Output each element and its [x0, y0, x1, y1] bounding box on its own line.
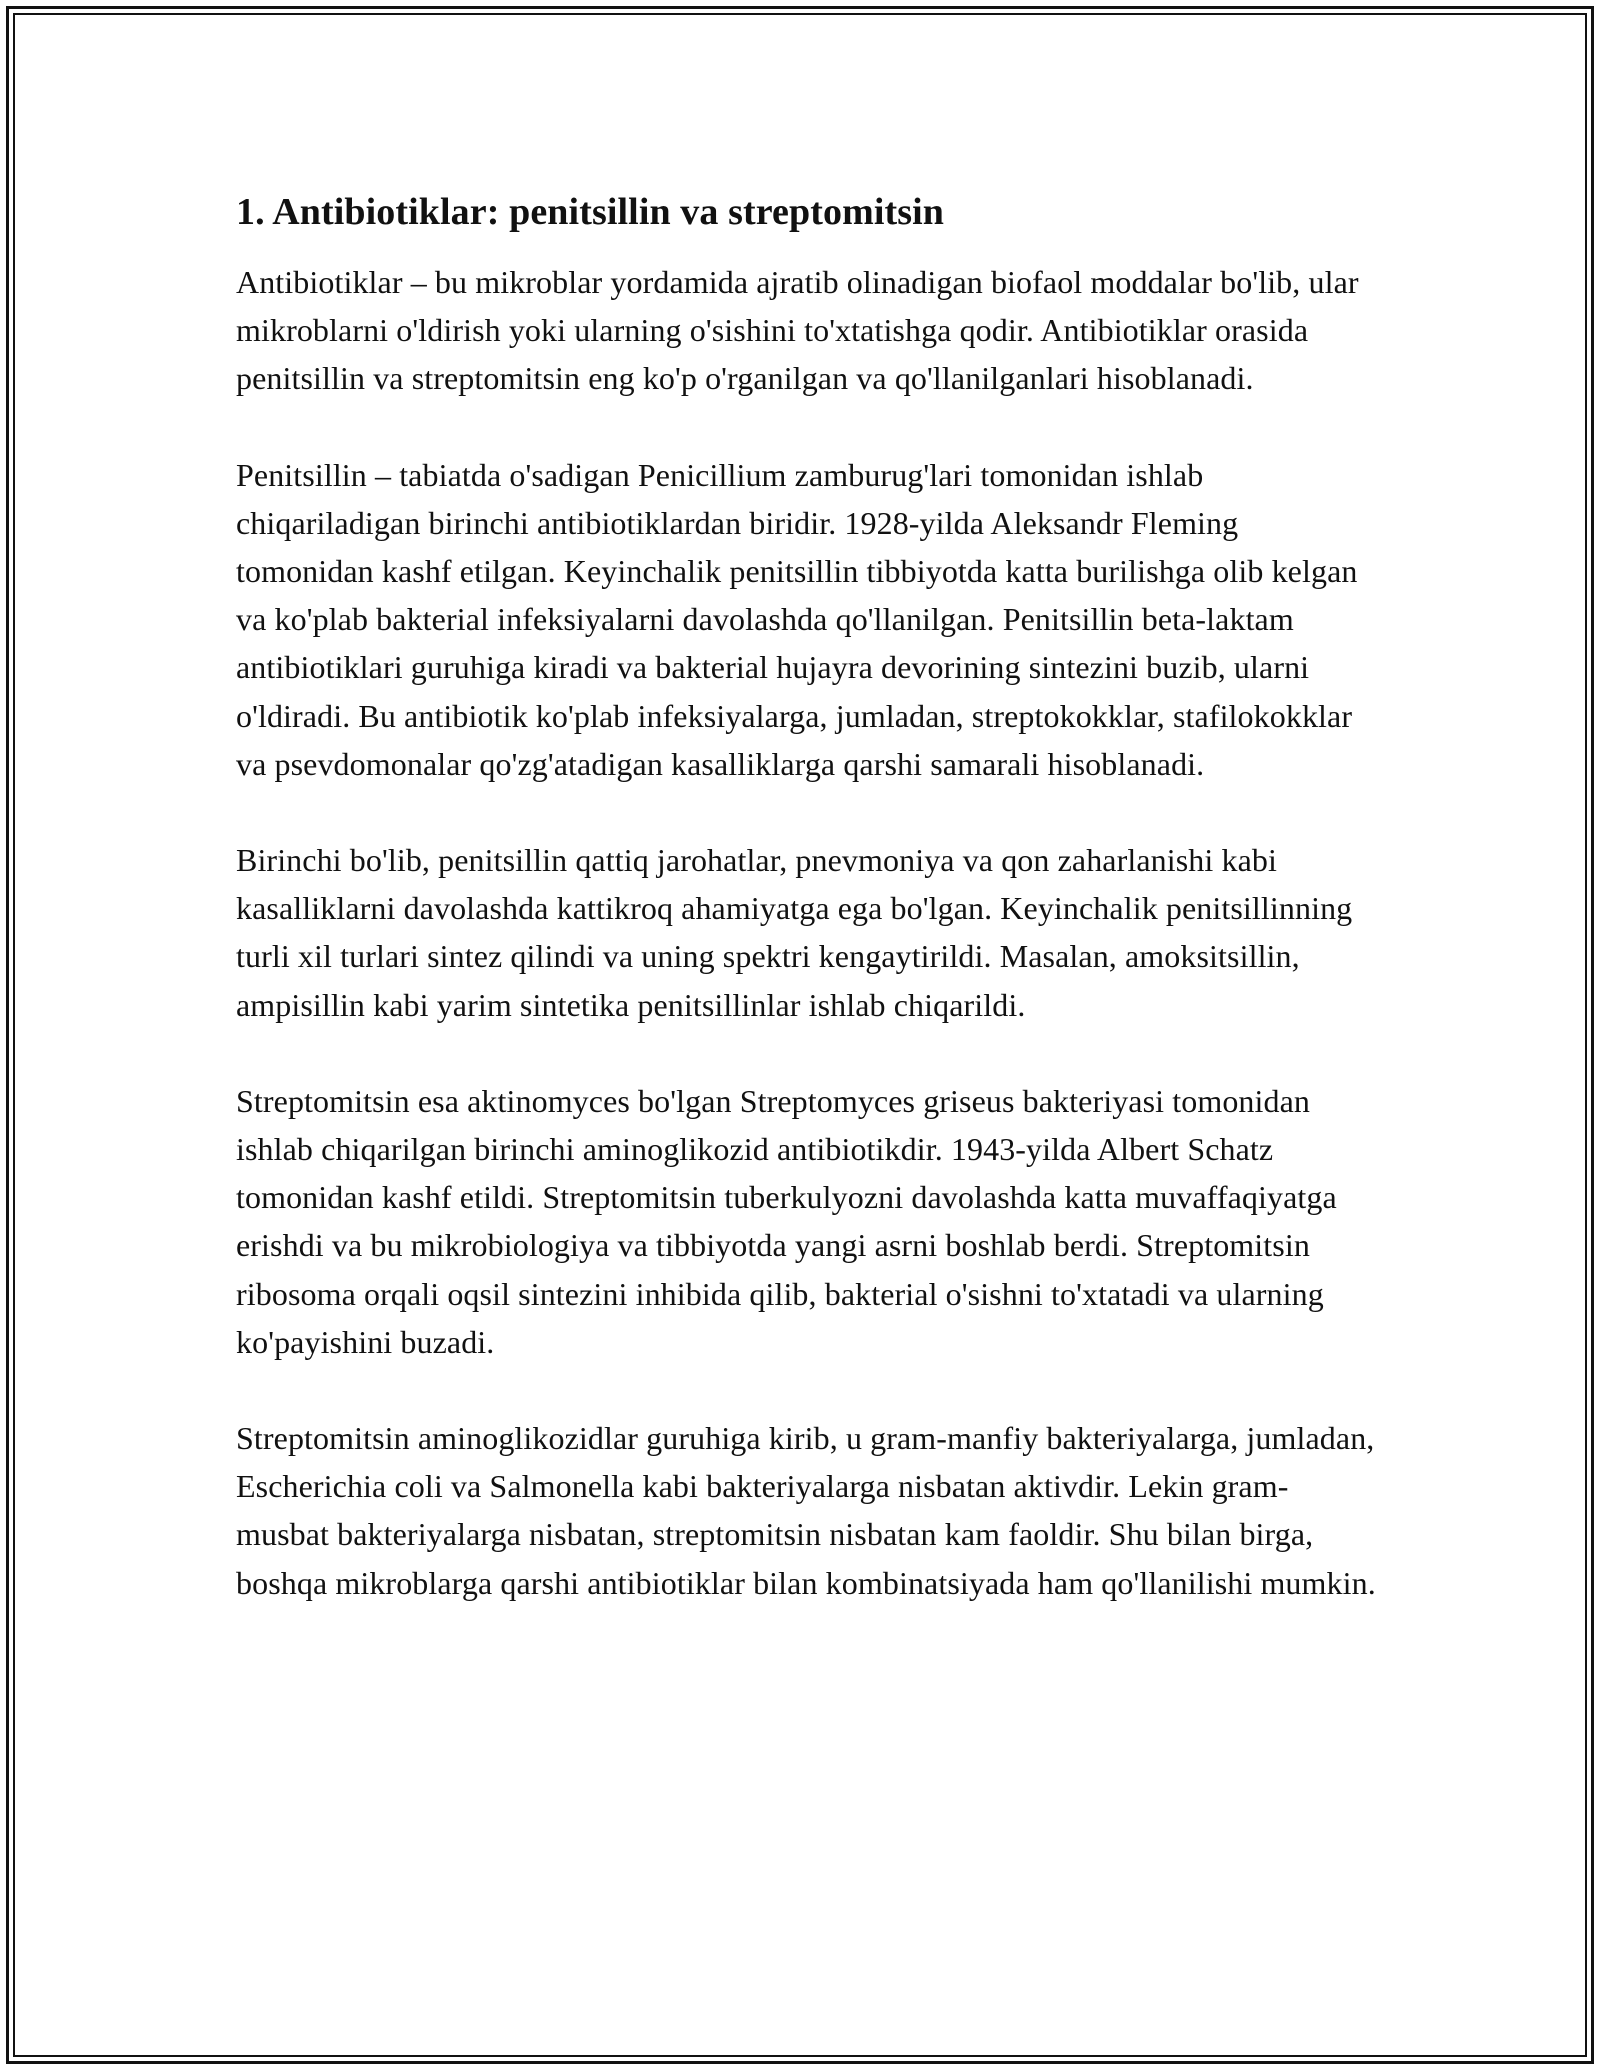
paragraph-penicillin: Penitsillin – tabiatda o'sadigan Penicillium zamburug'lari tomonidan ishlab chiqariladigan birinchi antibiotiklardan biridir. 1928-yilda Aleksandr Fleming tomonidan kashf etilgan. Keyinchalik penitsillin tibbiyotda katta burilishga olib kelgan va ko'plab bakterial infeksiyalarni davolashda qo'llanilgan. Penitsillin beta-laktam antibiotiklari guruhiga kiradi va bakterial hujayra devorining sintezini buzib, ularni o'ldiradi. Bu antibiotik ko'plab infeksiyalarga, jumladan, streptokokklar, stafilokokklar va psevdomonalar qo'zg'atadigan kasalliklarga qarshi samarali hisoblanadi. [236, 456, 1358, 782]
paragraph-penicillin-history: Birinchi bo'lib, penitsillin qattiq jarohatlar, pnevmoniya va qon zaharlanishi kabi kasalliklarni davolashda kattikroq ahamiyatga ega bo'lgan. Keyinchalik penitsillinning turli xil turlari sintez qilindi va uning spektri kengaytirildi. Masalan, amoksitsillin, ampisillin kabi yarim sintetika penitsillinlar ishlab chiqarildi. [236, 842, 1353, 1023]
paragraph-intro: Antibiotiklar – bu mikroblar yordamida ajratib olinadigan biofaol moddalar bo'lib, ular mikroblarni o'ldirish yoki ularning o'sishini to'xtatishga qodir. Antibiotiklar orasida penitsillin va streptomitsin eng ko'p o'rganilgan va qo'llanilganlari hisoblanadi. [236, 264, 1359, 397]
section-title: 1. Antibiotiklar: penitsillin va streptomitsin [236, 191, 945, 233]
paragraph-streptomycin: Streptomitsin esa aktinomyces bo'lgan Streptomyces griseus bakteriyasi tomonidan ishlab chiqarilgan birinchi aminoglikozid antibiotikdir. 1943-yilda Albert Schatz tomonidan kashf etildi. Streptomitsin tuberkulyozni davolashda katta muvaffaqiyatga erishdi va bu mikrobiologiya va tibbiyotda yangi asrni boshlab berdi. Streptomitsin ribosoma orqali oqsil sintezini inhibida qilib, bakterial o'sishni to'xtatadi va ularning ko'payishini buzadi. [236, 1082, 1337, 1360]
paragraph-streptomycin-spectrum: Streptomitsin aminoglikozidlar guruhiga kirib, u gram-manfiy bakteriyalarga, jumladan, Escherichia coli va Salmonella kabi bakteriyalarga nisbatan aktivdir. Lekin gram-musbat bakteriyalarga nisbatan, streptomitsin nisbatan kam faoldir. Shu bilan birga, boshqa mikroblarga qarshi antibiotiklar bilan kombinatsiyada ham qo'llanilishi mumkin. [236, 1420, 1376, 1601]
document-body [236, 186, 1376, 1655]
